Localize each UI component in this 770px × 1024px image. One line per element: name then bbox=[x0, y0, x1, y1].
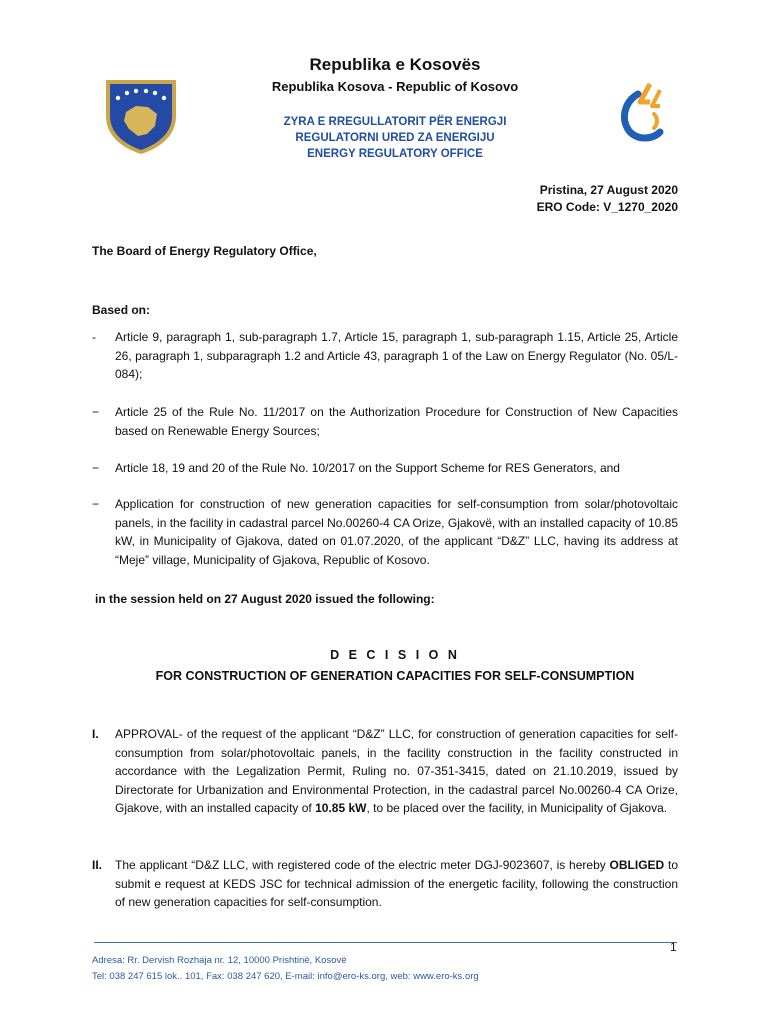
bullet-marker: − bbox=[92, 461, 100, 475]
basis-item-text: Article 18, 19 and 20 of the Rule No. 10/2017 on the Support Scheme for RES Generators, and bbox=[115, 461, 620, 475]
decision-point-1 bbox=[92, 725, 678, 818]
roman-numeral: I. bbox=[92, 727, 99, 741]
basis-item bbox=[92, 328, 678, 384]
place-date: Pristina, 27 August 2020 bbox=[539, 183, 678, 197]
decision-point-text: The applicant “D&Z LLC, with registered code of the electric meter DGJ-9023607, is hereby OBLIGED to submit e request at KEDS JSC for technical admission of the energetic facility, following the construction of new generation capacities for self-consumption. bbox=[115, 858, 679, 909]
basis-item bbox=[92, 459, 678, 478]
footer-divider bbox=[94, 942, 677, 943]
page-number: 1 bbox=[670, 940, 677, 954]
decision-point-text: APPROVAL- of the request of the applicant “D&Z” LLC, for construction of generation capacities for self-consumption from solar/photovoltaic panels, in the facility construction in the facility constructed in accordance with the Legalization Permit, Ruling no. 07-351-3415, dated on 21.10.2019, issued by Directorate for Urbanization and Environmental Protection, in the cadastral parcel No.00260-4 CA Orize, Gjakove, with an installed capacity of 10.85 kW, to be placed over the facility, in Municipality of Gjakova. bbox=[115, 727, 678, 815]
installed-capacity: 10.85 kW bbox=[315, 801, 367, 815]
decision-subtitle: FOR CONSTRUCTION OF GENERATION CAPACITIES FOR SELF-CONSUMPTION bbox=[155, 669, 635, 683]
based-on-heading: Based on: bbox=[92, 303, 151, 317]
board-heading: The Board of Energy Regulatory Office, bbox=[92, 244, 317, 258]
basis-item-text: Application for construction of new generation capacities for self-consumption from solar/photovoltaic panels, in the facility in cadastral parcel No.00260-4 CA Orize, Gjakovë, with an installed capacity of 10.85 kW, in Municipality of Gjakova, dated on 01.07.2020, of the applicant “D&Z” LLC, having its address at “Meje” village, Municipality of Gjakova, Republic of Kosovo. bbox=[115, 497, 678, 567]
office-line-albanian: ZYRA E RREGULLATORIT PËR ENERGJI bbox=[283, 116, 507, 128]
basis-item-text: Article 9, paragraph 1, sub-paragraph 1.7, Article 15, paragraph 1, sub-paragraph 1.15, Article 25, Article 26, paragraph 1, subparagraph 1.2 and Article 43, paragraph 1 of the Law on Energy Regulator (No. 05/L-084); bbox=[115, 330, 678, 381]
roman-numeral: II. bbox=[92, 858, 103, 872]
footer-address: Adresa: Rr. Dervish Rozhaja nr. 12, 10000 Prishtinë, Kosovë bbox=[92, 955, 347, 966]
bullet-marker: − bbox=[92, 405, 100, 419]
decision-title: D E C I S I O N bbox=[330, 648, 460, 662]
office-line-serbian: REGULATORNI URED ZA ENERGIJU bbox=[295, 132, 495, 144]
basis-item-text: Article 25 of the Rule No. 11/2017 on the Authorization Procedure for Construction of New Capacities based on Renewable Energy Sources; bbox=[115, 405, 678, 438]
ero-code: ERO Code: V_1270_2020 bbox=[536, 200, 678, 214]
header-title: Republika e Kosovës bbox=[309, 55, 481, 74]
header-subtitle: Republika Kosova - Republic of Kosovo bbox=[271, 79, 519, 94]
footer-contact: Tel: 038 247 615 lok.. 101, Fax: 038 247 620, E-mail: info@ero-ks.org, web: www.ero-ks.org bbox=[92, 971, 479, 982]
basis-item bbox=[92, 495, 678, 569]
office-line-english: ENERGY REGULATORY OFFICE bbox=[307, 148, 483, 160]
basis-item bbox=[92, 403, 678, 440]
decision-point-2 bbox=[92, 856, 678, 912]
session-statement: in the session held on 27 August 2020 issued the following: bbox=[95, 592, 435, 606]
obliged-keyword: OBLIGED bbox=[609, 858, 665, 872]
bullet-marker: - bbox=[92, 330, 96, 344]
bullet-marker: − bbox=[92, 497, 100, 511]
